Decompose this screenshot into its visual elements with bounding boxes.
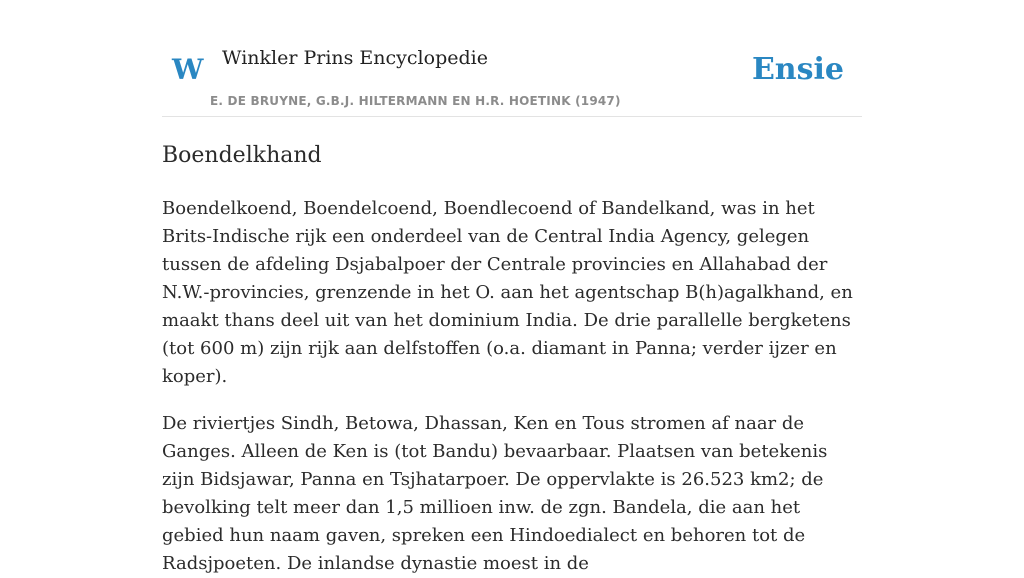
page-container <box>162 0 862 578</box>
site-title: Winkler Prins Encyclopedie <box>222 47 488 69</box>
entry-title: Boendelkhand <box>162 143 322 168</box>
entry-paragraph-1: Boendelkoend, Boendelcoend, Boendlecoend of Bandelkand, was in het Brits-Indische rijk een onderdeel van de Central India Agency, gelegen tussen de afdeling Dsjabalpoer der Centrale provincies en Allahabad der N.W.-provincies, grenzende in het O. aan het agentschap B(h)agalkhand, en maakt thans deel uit van het dominium India. De drie parallelle bergketens (tot 600 m) zijn rijk aan delfstoffen (o.a. diamant in Panna; verder ijzer en koper). <box>162 198 853 387</box>
ensie-logo[interactable]: Ensie <box>751 52 844 87</box>
site-header <box>162 0 862 117</box>
authors-line: E. DE BRUYNE, G.B.J. HILTERMANN EN H.R. HOETINK (1947) <box>210 94 621 108</box>
winkler-prins-logo[interactable]: W <box>172 53 204 86</box>
entry-content <box>162 141 862 578</box>
entry-paragraph-2: De riviertjes Sindh, Betowa, Dhassan, Ken en Tous stromen af naar de Ganges. Alleen de Ken is (tot Bandu) bevaarbaar. Plaatsen van betekenis zijn Bidsjawar, Panna en Tsjhatarpoer. De oppervlakte is 26.523 km2; de bevolking telt meer dan 1,5 millioen inw. de zgn. Bandela, die aan het gebied hun naam gaven, spreken een Hindoedialect en behoren tot de Radsjpoeten. De inlandse dynastie moest in de <box>162 413 828 574</box>
